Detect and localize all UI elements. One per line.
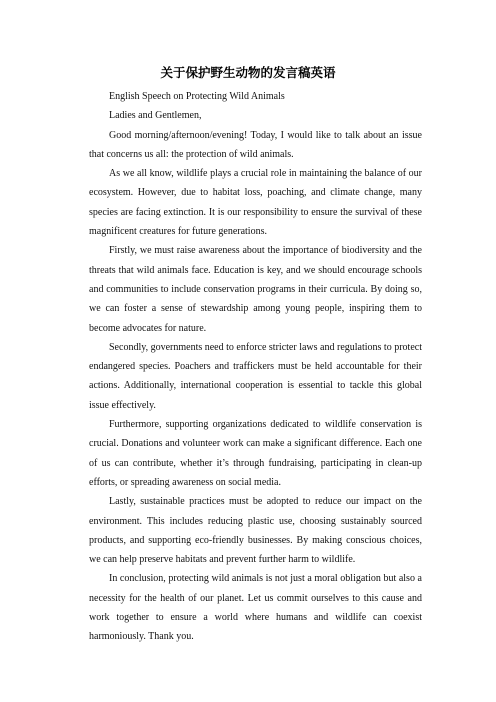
document-title: 关于保护野生动物的发言稿英语: [160, 65, 336, 80]
paragraph-conclusion: In conclusion, protecting wild animals is not just a moral obligation but also a necessity for the health of our planet. Let us commit ourselves to this cause and work together to ensure a world where humans and wildlife can coexist harmoniously. Thank you.: [89, 573, 422, 643]
paragraph-firstly: Firstly, we must raise awareness about the importance of biodiversity and the threats that wild animals face. Education is key, and we should encourage schools and communities to include conservation programs in their curricula. By doing so, we can foster a sense of stewardship among young people, inspiring them to become advocates for nature.: [89, 245, 422, 334]
speech-heading: English Speech on Protecting Wild Animals: [109, 91, 285, 102]
paragraph-intro: As we all know, wildlife plays a crucial role in maintaining the balance of our ecosystem. However, due to habitat loss, poaching, and climate change, many species are facing extinction. It is our responsibility to ensure the survival of these magnificent creatures for future generations.: [89, 168, 422, 238]
paragraph-lastly: Lastly, sustainable practices must be adopted to reduce our impact on the environment. This includes reducing plastic use, choosing sustainably sourced products, and supporting eco-friendly businesses. By making conscious choices, we can help preserve habitats and prevent further harm to wildlife.: [89, 496, 422, 566]
paragraph-secondly: Secondly, governments need to enforce stricter laws and regulations to protect endangered species. Poachers and traffickers must be held accountable for their actions. Additionally, international cooperation is essential to tackle this global issue effectively.: [89, 341, 422, 411]
paragraph-furthermore: Furthermore, supporting organizations dedicated to wildlife conservation is crucial. Donations and volunteer work can make a significant difference. Each one of us can contribute, whether it’s through fundraising, participating in clean-up efforts, or spreading awareness on social media.: [89, 419, 422, 488]
document-body: [89, 87, 422, 647]
paragraph-greeting: Good morning/afternoon/evening! Today, I would like to talk about an issue that concerns us all: the protection of wild animals.: [89, 129, 422, 160]
salutation: Ladies and Gentlemen,: [109, 110, 202, 122]
